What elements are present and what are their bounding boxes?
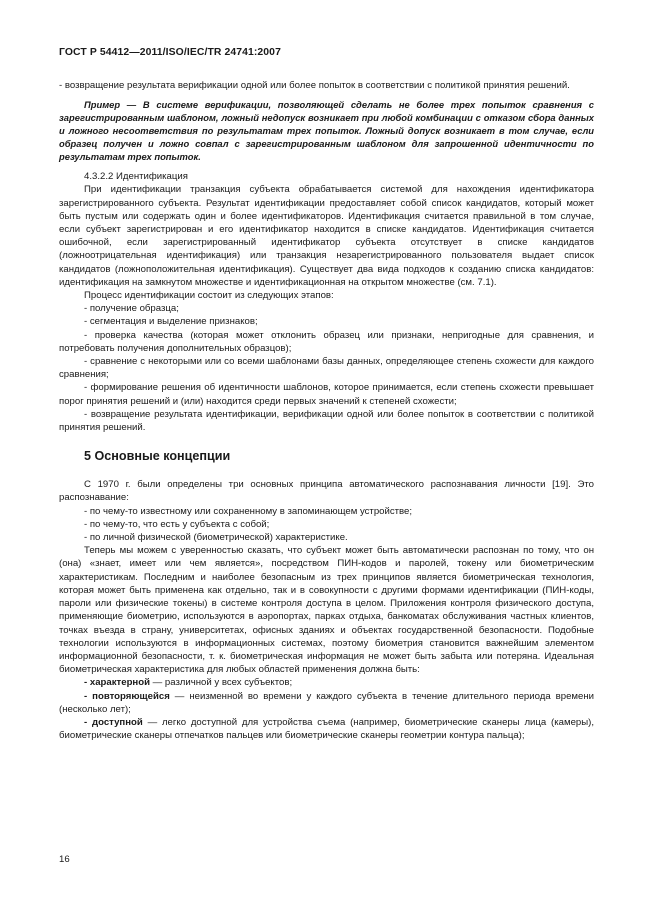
list-item: - получение образца; [84, 303, 179, 315]
list-item: - по личной физической (биометрической) характеристике. [84, 532, 348, 544]
section-heading: 5 Основные концепции [84, 449, 231, 464]
term-label: - повторяющейся [84, 690, 170, 702]
term-item [59, 676, 594, 689]
term-definition: — различной у всех субъектов; [149, 677, 293, 689]
list-item: - сегментация и выделение признаков; [84, 316, 258, 328]
list-item: - проверка качества (которая может отклонить образец или признаки, непригодные для сравнения, и потребовать получения дополнительных образцов); [59, 329, 594, 354]
page-number: 16 [59, 854, 70, 865]
list-item: - по чему-то известному или сохраненному в запоминающем устройстве; [84, 505, 413, 517]
document-header: ГОСТ Р 54412—2011/ISO/IEC/TR 24741:2007 [59, 47, 281, 58]
list-item: - возвращение результата идентификации, верификации одной или более попыток в соответствии с политикой принятия решений. [59, 408, 594, 434]
example-note: Пример — В системе верификации, позволяющей сделать не более трех попыток сравнения с зарегистрированным шаблоном, ложный недопуск возникает при любой комбинации с отказом сбора данных и ложного несоответствия по результатам трех попыток. Ложный допуск возникает в том случае, если образец получен и ложно совпал с зарегистрированным шаблоном для запрошенной идентичности по результатам трех попыток. [59, 99, 594, 163]
paragraph: Теперь мы можем с уверенностью сказать, что субъект может быть автоматически распознан по тому, что он (она) «знает, имеет или чем является», посредством ПИН-кодов и паролей, токену или биометрическим характеристикам. Последним и наиболее безопасным из трех принципов является биометрическая технология, которая может быть применена как отдельно, так и в совокупности с другими формами идентификации (ПИН-коды, пароли или физические токены) в системе контроля доступа в целом. Приложения контроля физического доступа, применяющие биометрию, используются в аэропортах, парках отдыха, банкоматах обслуживания частных клиентов, точках въезда в страну, университетах, офисных зданиях и объектах государственной безопасности. Подобные технологии используются в информационных системах, поэтому биометрия становится важнейшим элементом информационной безопасности, т. к. биометрическая информация не может быть забыта или потеряна. Идеальная биометрическая характеристика для любых областей применения должна быть: [59, 545, 594, 676]
document-body [59, 79, 594, 742]
paragraph: С 1970 г. были определены три основных принципа автоматического распознавания личности [19]. Это распознавание: [59, 479, 594, 504]
paragraph: При идентификации транзакция субъекта обрабатывается системой для нахождения идентификатора зарегистрированного субъекта. Результат идентификации предоставляет собой список кандидатов, который может быть пустым или содержать один и более идентификаторов. Идентификация считается правильной в том случае, если субъект зарегистрирован и его идентификатор находится в списке кандидатов. Идентификация считается ошибочной, если зарегистрированный идентификатор субъекта отсутствует в списке кандидатов (ложноотрицательная идентификация) или транзакция незарегистрированного пользователя выдает список кандидатов (ложноположительная идентификация). Существует два вида подходов к созданию списка кандидатов: идентификация на замкнутом множестве и идентификационная на открытом множестве (см. 7.1). [59, 184, 594, 288]
list-item: - по чему-то, что есть у субъекта с собой; [84, 518, 270, 530]
term-label: - доступной [84, 716, 143, 728]
term-item [59, 716, 594, 742]
term-item [59, 690, 594, 716]
term-definition: — неизменной во времени у каждого субъекта в течение длительного периода времени (несколько лет); [59, 690, 594, 715]
list-item: - сравнение с некоторыми или со всеми шаблонами базы данных, определяющее степень схожести для каждого сравнения; [59, 356, 594, 381]
paragraph: - возвращение результата верификации одной или более попыток в соответствии с политикой принятия решений. [59, 80, 570, 91]
subsection-title: 4.3.2.2 Идентификация [84, 171, 188, 183]
list-item: - формирование решения об идентичности шаблонов, которое принимается, если степень схожести превышает порог принятия решений и (или) находится среди первых значений к степеней схожести; [59, 382, 594, 407]
paragraph: Процесс идентификации состоит из следующих этапов: [84, 290, 334, 302]
term-definition: — легко доступной для устройства съема (например, биометрические сканеры лица (камеры), биометрические сканеры отпечатков пальцев или биометрические сканеры геометрии контура пальца); [59, 716, 594, 742]
term-label: - характерной [84, 677, 150, 689]
